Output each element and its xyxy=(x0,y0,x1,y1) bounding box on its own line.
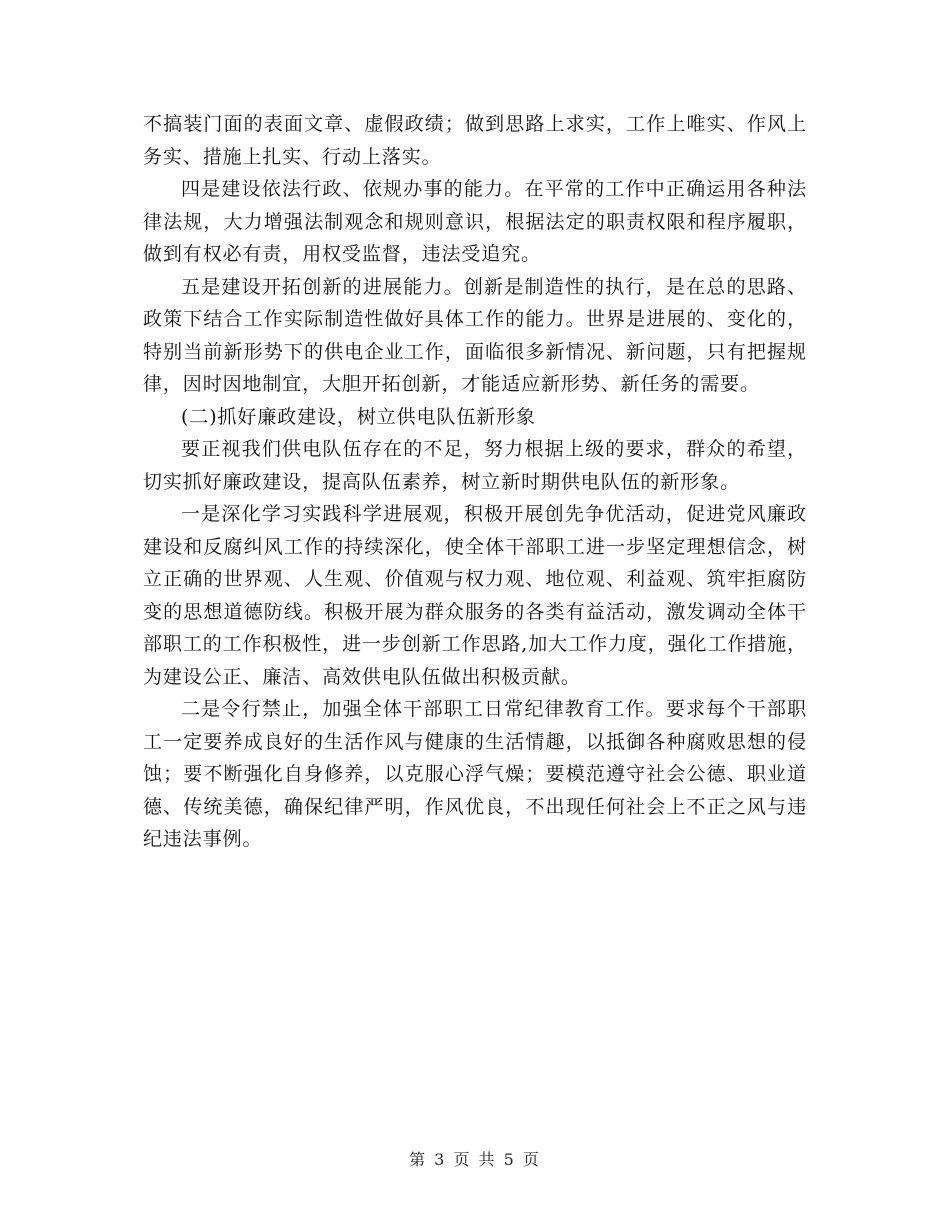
paragraph-4: 要正视我们供电队伍存在的不足，努力根据上级的要求，群众的希望，切实抓好廉政建设，提高队伍素养，树立新时期供电队伍的新形象。 xyxy=(143,438,807,493)
paragraph-3: 五是建设开拓创新的进展能力。创新是制造性的执行，是在总的思路、政策下结合工作实际制造性做好具体工作的能力。世界是进展的、变化的，特别当前新形势下的供电企业工作，面临很多新情况、新问题，只有把握规律，因时因地制宜，大胆开拓创新，才能适应新形势、新任务的需要。 xyxy=(143,275,807,395)
page-number-footer: 第 3 页 共 5 页 xyxy=(409,1150,541,1169)
paragraph-1: 不搞装门面的表面文章、虚假政绩；做到思路上求实，工作上唯实、作风上务实、措施上扎实、行动上落实。 xyxy=(143,113,807,168)
section-heading: (二)抓好廉政建设，树立供电队伍新形象 xyxy=(181,405,536,428)
paragraph-6: 二是令行禁止，加强全体干部职工日常纪律教育工作。要求每个干部职工一定要养成良好的生活作风与健康的生活情趣，以抵御各种腐败思想的侵蚀；要不断强化自身修养，以克服心浮气燥；要模范遵守社会公德、职业道德、传统美德，确保纪律严明，作风优良，不出现任何社会上不正之风与违纪违法事例。 xyxy=(143,698,807,850)
paragraph-5: 一是深化学习实践科学进展观，积极开展创先争优活动，促进党风廉政建设和反腐纠风工作的持续深化，使全体干部职工进一步坚定理想信念，树立正确的世界观、人生观、价值观与权力观、地位观、利益观、筑牢拒腐防变的思想道德防线。积极开展为群众服务的各类有益活动，激发调动全体干部职工的工作积极性，进一步创新工作思路,加大工作力度，强化工作措施，为建设公正、廉洁、高效供电队伍做出积极贡献。 xyxy=(143,503,807,688)
paragraph-2: 四是建设依法行政、依规办事的能力。在平常的工作中正确运用各种法律法规，大力增强法制观念和规则意识，根据法定的职责权限和程序履职，做到有权必有责，用权受监督，违法受追究。 xyxy=(143,178,807,265)
document-body xyxy=(143,108,807,856)
